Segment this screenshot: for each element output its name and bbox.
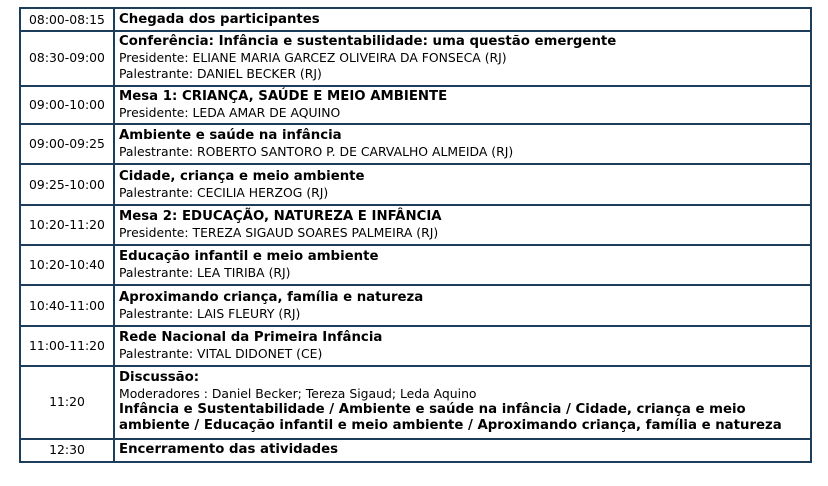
table-row bbox=[20, 245, 811, 285]
session-title: Aproximando criança, família e natureza bbox=[119, 289, 424, 305]
session-cell bbox=[114, 8, 811, 31]
table-row bbox=[20, 8, 811, 31]
time-cell: 09:00-09:25 bbox=[20, 124, 114, 164]
session-title: Rede Nacional da Primeira Infância bbox=[119, 329, 383, 345]
time-cell: 12:30 bbox=[20, 439, 114, 462]
table-row bbox=[20, 86, 811, 124]
session-speaker: Palestrante: LAIS FLEURY (RJ) bbox=[119, 305, 301, 321]
session-cell bbox=[114, 326, 811, 366]
session-cell bbox=[114, 164, 811, 204]
table-row bbox=[20, 205, 811, 245]
table-row bbox=[20, 326, 811, 366]
session-title: Mesa 2: EDUCAÇÃO, NATUREZA E INFÂNCIA bbox=[119, 208, 442, 224]
session-title: Chegada dos participantes bbox=[119, 11, 320, 27]
session-title: Mesa 1: CRIANÇA, SAÚDE E MEIO AMBIENTE bbox=[119, 88, 448, 104]
table-row bbox=[20, 439, 811, 462]
session-moderators: Moderadores : Daniel Becker; Tereza Sigaud; Leda Aquino bbox=[119, 386, 477, 402]
table-row bbox=[20, 31, 811, 85]
session-speaker: Palestrante: DANIEL BECKER (RJ) bbox=[119, 66, 322, 82]
session-speaker: Palestrante: LEA TIRIBA (RJ) bbox=[119, 265, 291, 281]
session-speaker: Palestrante: ROBERTO SANTORO P. DE CARVALHO ALMEIDA (RJ) bbox=[119, 144, 514, 160]
session-cell bbox=[114, 366, 811, 439]
time-cell: 11:00-11:20 bbox=[20, 326, 114, 366]
session-president: Presidente: LEDA AMAR DE AQUINO bbox=[119, 104, 341, 120]
session-title: Cidade, criança e meio ambiente bbox=[119, 168, 365, 184]
time-cell: 11:20 bbox=[20, 366, 114, 439]
session-cell bbox=[114, 285, 811, 325]
session-president: Presidente: TEREZA SIGAUD SOARES PALMEIRA (RJ) bbox=[119, 224, 439, 240]
session-title: Discussão: bbox=[119, 370, 200, 386]
session-cell bbox=[114, 205, 811, 245]
schedule-table bbox=[19, 7, 812, 463]
session-president: Presidente: ELIANE MARIA GARCEZ OLIVEIRA DA FONSECA (RJ) bbox=[119, 50, 507, 66]
session-title: Encerramento das atividades bbox=[119, 442, 339, 458]
table-row bbox=[20, 124, 811, 164]
session-cell bbox=[114, 245, 811, 285]
session-title: Conferência: Infância e sustentabilidade: uma questão emergente bbox=[119, 34, 617, 50]
session-cell bbox=[114, 31, 811, 85]
session-cell bbox=[114, 439, 811, 462]
session-title: Educação infantil e meio ambiente bbox=[119, 249, 379, 265]
time-cell: 10:20-10:40 bbox=[20, 245, 114, 285]
discussion-topics: Infância e Sustentabilidade / Ambiente e saúde na infância / Cidade, criança e meio ambiente / Educação infantil e meio ambiente / Aproximando criança, família e natureza bbox=[119, 402, 782, 434]
session-speaker: Palestrante: CECILIA HERZOG (RJ) bbox=[119, 184, 329, 200]
time-cell: 08:00-08:15 bbox=[20, 8, 114, 31]
session-title: Ambiente e saúde na infância bbox=[119, 128, 342, 144]
session-speaker: Palestrante: VITAL DIDONET (CE) bbox=[119, 345, 323, 361]
table-row bbox=[20, 164, 811, 204]
table-row bbox=[20, 285, 811, 325]
time-cell: 10:20-11:20 bbox=[20, 205, 114, 245]
time-cell: 10:40-11:00 bbox=[20, 285, 114, 325]
time-cell: 08:30-09:00 bbox=[20, 31, 114, 85]
time-cell: 09:25-10:00 bbox=[20, 164, 114, 204]
session-cell bbox=[114, 124, 811, 164]
time-cell: 09:00-10:00 bbox=[20, 86, 114, 124]
session-cell bbox=[114, 86, 811, 124]
table-row bbox=[20, 366, 811, 439]
